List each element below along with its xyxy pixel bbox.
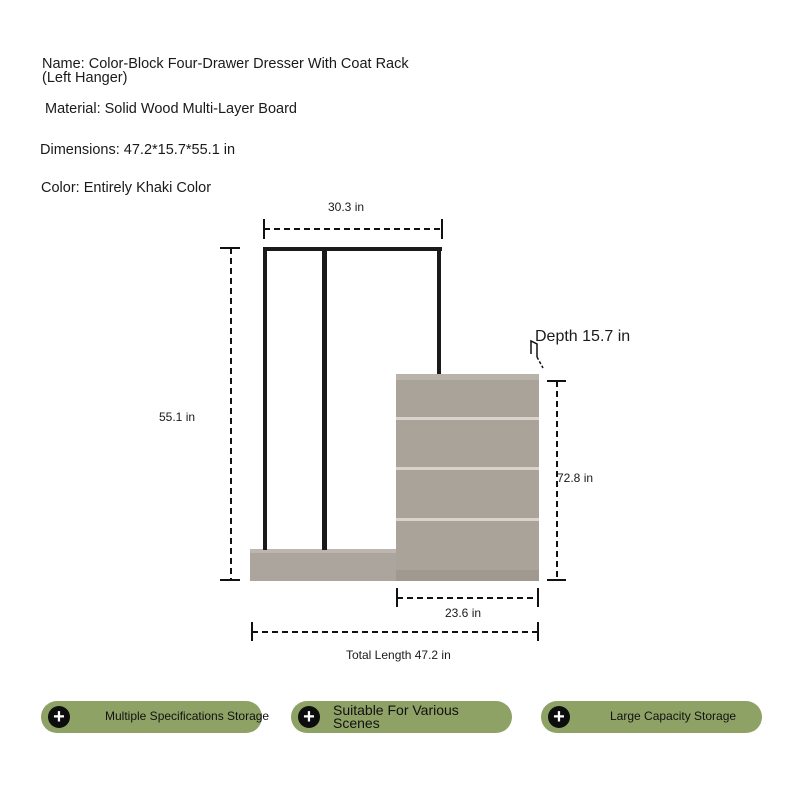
plus-icon: + [298,706,320,728]
feature-pill-capacity [541,701,762,733]
product-name-line-2: (Left Hanger) [42,70,128,86]
top-width-label: 30.3 in [328,200,365,214]
plus-icon: + [548,706,570,728]
drawer-1 [396,380,539,417]
drawer-4 [396,521,539,570]
feature-pill-scenes [291,701,512,733]
product-name-line-1: Name: Color-Block Four-Drawer Dresser With Coat Rack [42,56,409,72]
drawer-gap-3 [396,518,539,521]
drawer-2 [396,420,539,467]
drawer-gap-2 [396,467,539,470]
feature-label: Large Capacity Storage [610,709,737,723]
depth-marker-dash [537,357,543,368]
plus-icon: + [48,706,70,728]
drawer-3 [396,470,539,518]
dresser-plinth [396,570,539,581]
feature-label: Multiple Specifications Storage [105,709,270,723]
dresser [396,374,539,581]
rack-middle-post [322,251,327,550]
product-color: Color: Entirely Khaki Color [41,180,212,196]
feature-label: Suitable For Various Scenes [333,702,459,731]
product-dimensions: Dimensions: 47.2*15.7*55.1 in [40,142,236,158]
feature-pill-storage [41,701,270,733]
dresser-height-label: 72.8 in [557,471,594,485]
total-length-label: Total Length 47.2 in [346,648,451,662]
drawer-gap-1 [396,417,539,420]
depth-label: Depth 15.7 in [535,328,631,345]
rack-left-post [263,247,267,550]
rack-top-bar [263,247,442,251]
dresser-width-label: 23.6 in [445,606,482,620]
height-label: 55.1 in [159,410,196,424]
rack-right-post [437,247,441,379]
product-material: Material: Solid Wood Multi-Layer Board [45,101,297,117]
